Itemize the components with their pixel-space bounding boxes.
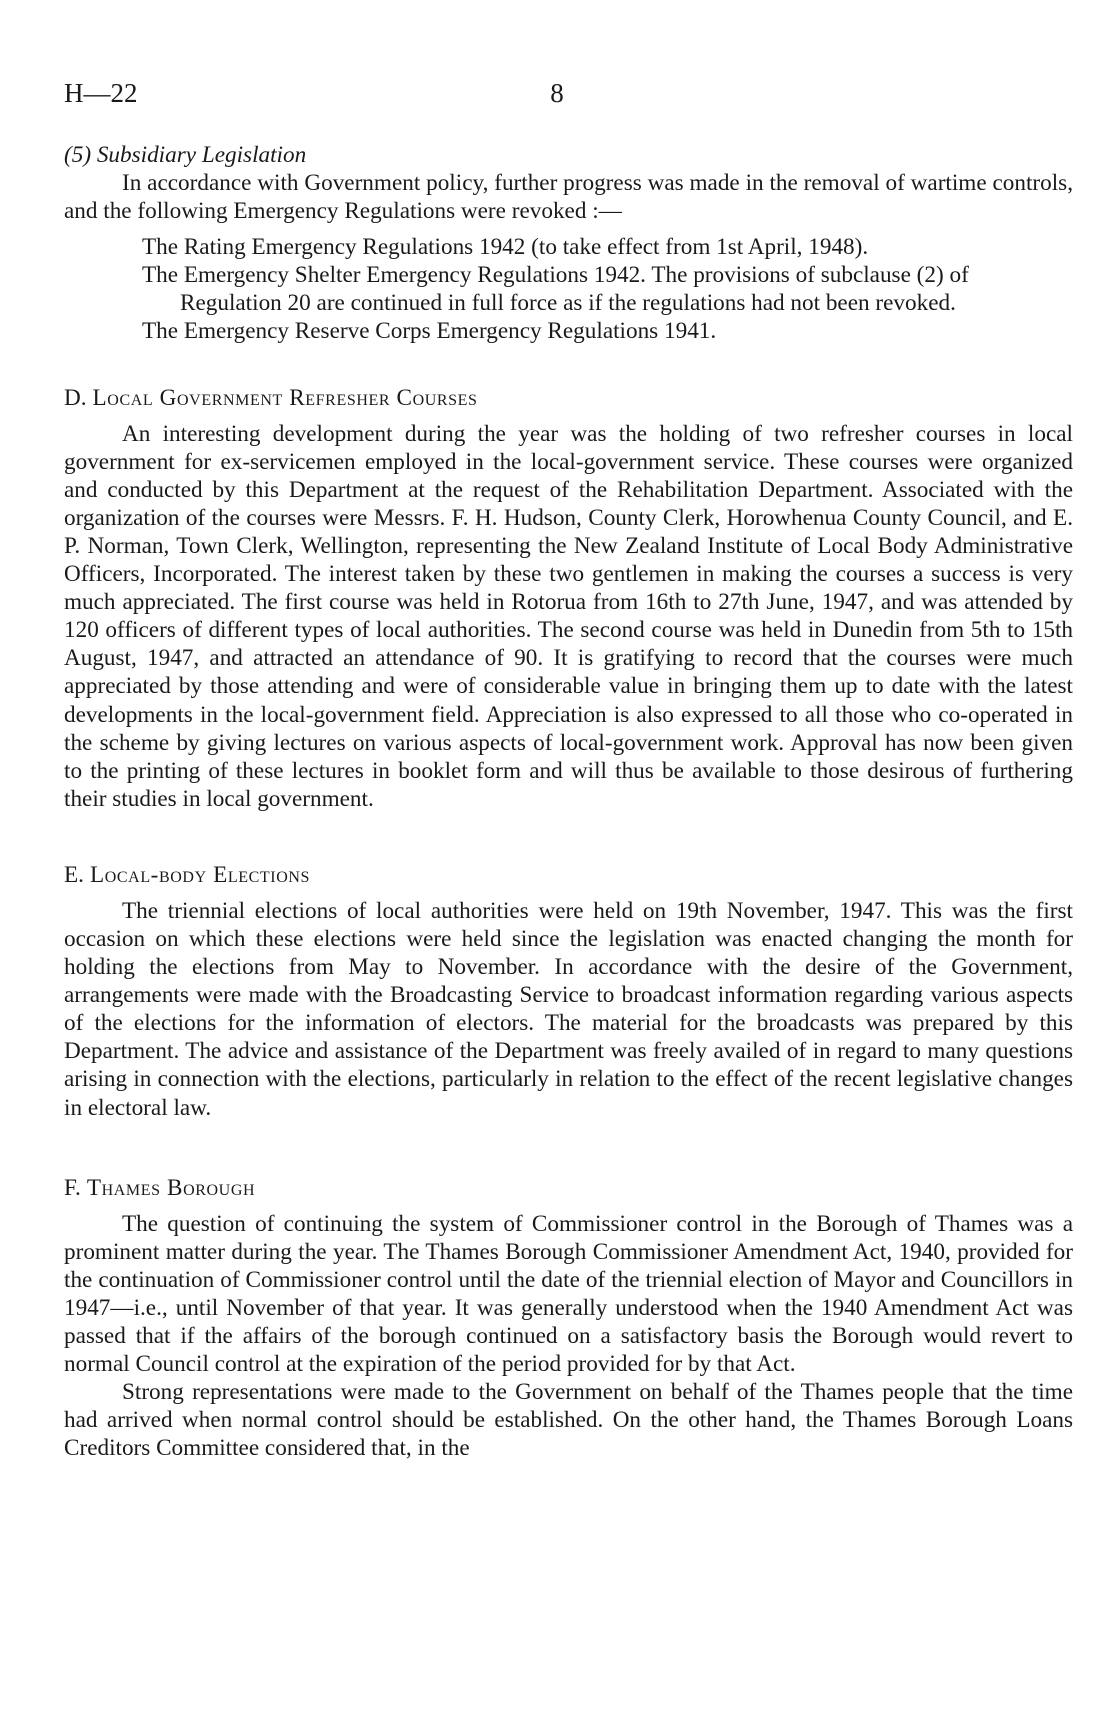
- list-item: The Emergency Reserve Corps Emergency Regulations 1941.: [142, 318, 717, 345]
- section-e: [64, 861, 1073, 1122]
- page-number: 8: [550, 78, 564, 108]
- page-body: [64, 141, 1073, 1462]
- section-f-title: Thames Borough: [86, 1174, 256, 1201]
- document-reference: H—22: [64, 78, 138, 108]
- section-f: [64, 1174, 1073, 1463]
- section-f-letter: F.: [64, 1174, 81, 1201]
- section-e-body: The triennial elections of local authorities were held on 19th November, 1947. This was the first occasion on which these elections were held since the legislation was enacted changing the month for holding the elections from May to November. In accordance with the desire of the Government, arrangements were made with the Broadcasting Service to broadcast information regarding various aspects of the elections for the information of electors. The material for the broadcasts was prepared by this Department. The advice and assistance of the Department was freely availed of in regard to many questions arising in connection with the elections, particularly in relation to the effect of the recent legislative changes in electoral law.: [64, 897, 1073, 1121]
- list-item: The Emergency Shelter Emergency Regulations 1942. The provisions of subclause (2) of Regulation 20 are continued in full force as if the regulations had not been revoked.: [142, 262, 969, 317]
- section-e-title: Local-body Elections: [89, 861, 311, 888]
- section-d-title: Local Government Refresher Courses: [92, 384, 478, 411]
- section-subsidiary-legislation: [64, 141, 1073, 346]
- section-e-letter: E.: [64, 861, 84, 888]
- section-f-body-1: The question of continuing the system of Commissioner control in the Borough of Thames was a prominent matter during the year. The Thames Borough Commissioner Amendment Act, 1940, provided for the continuation of Commissioner control until the date of the triennial election of Mayor and Councillors in 1947—i.e., until November of that year. It was generally understood when the 1940 Amendment Act was passed that if the affairs of the borough continued on a satisfactory basis the Borough would revert to normal Council control at the expiration of the period provided for by that Act.: [64, 1210, 1073, 1378]
- section-d-heading: [64, 384, 1073, 420]
- subsidiary-intro: In accordance with Government policy, further progress was made in the removal of wartime controls, and the following Emergency Regulations were revoked :—: [64, 170, 1073, 225]
- revoked-regulations-list: [64, 233, 1073, 345]
- section-d-body: An interesting development during the year was the holding of two refresher courses in local government for ex-servicemen employed in the local-government service. These courses were organized and conducted by this Department at the request of the Rehabilitation Department. Associated with the organization of the courses were Messrs. F. H. Hudson, County Clerk, Horowhenua County Council, and E. P. Norman, Town Clerk, Wellington, representing the New Zealand Institute of Local Body Administrative Officers, Incorporated. The interest taken by these two gentlemen in making the courses a success is very much appreciated. The first course was held in Rotorua from 16th to 27th June, 1947, and was attended by 120 officers of different types of local authorities. The second course was held in Dunedin from 5th to 15th August, 1947, and attracted an attendance of 90. It is gratifying to record that the courses were much appreciated by those attending and were of considerable value in bringing them up to date with the latest developments in the local-government field. Appreciation is also expressed to all those who co-operated in the scheme by giving lectures on various aspects of local-government work. Approval has now been given to the printing of these lectures in booklet form and will thus be available to those desirous of furthering their studies in local government.: [64, 420, 1073, 812]
- section-f-body-2: Strong representations were made to the Government on behalf of the Thames people that the time had arrived when normal control should be established. On the other hand, the Thames Borough Loans Creditors Committee considered that, in the: [64, 1379, 1073, 1462]
- section-e-heading: [64, 861, 1073, 897]
- section-d: [64, 384, 1073, 813]
- subsidiary-heading: (5) Subsidiary Legislation: [64, 142, 307, 168]
- section-d-letter: D.: [64, 384, 87, 411]
- section-f-heading: [64, 1174, 1073, 1210]
- list-item: The Rating Emergency Regulations 1942 (to take effect from 1st April, 1948).: [142, 234, 869, 261]
